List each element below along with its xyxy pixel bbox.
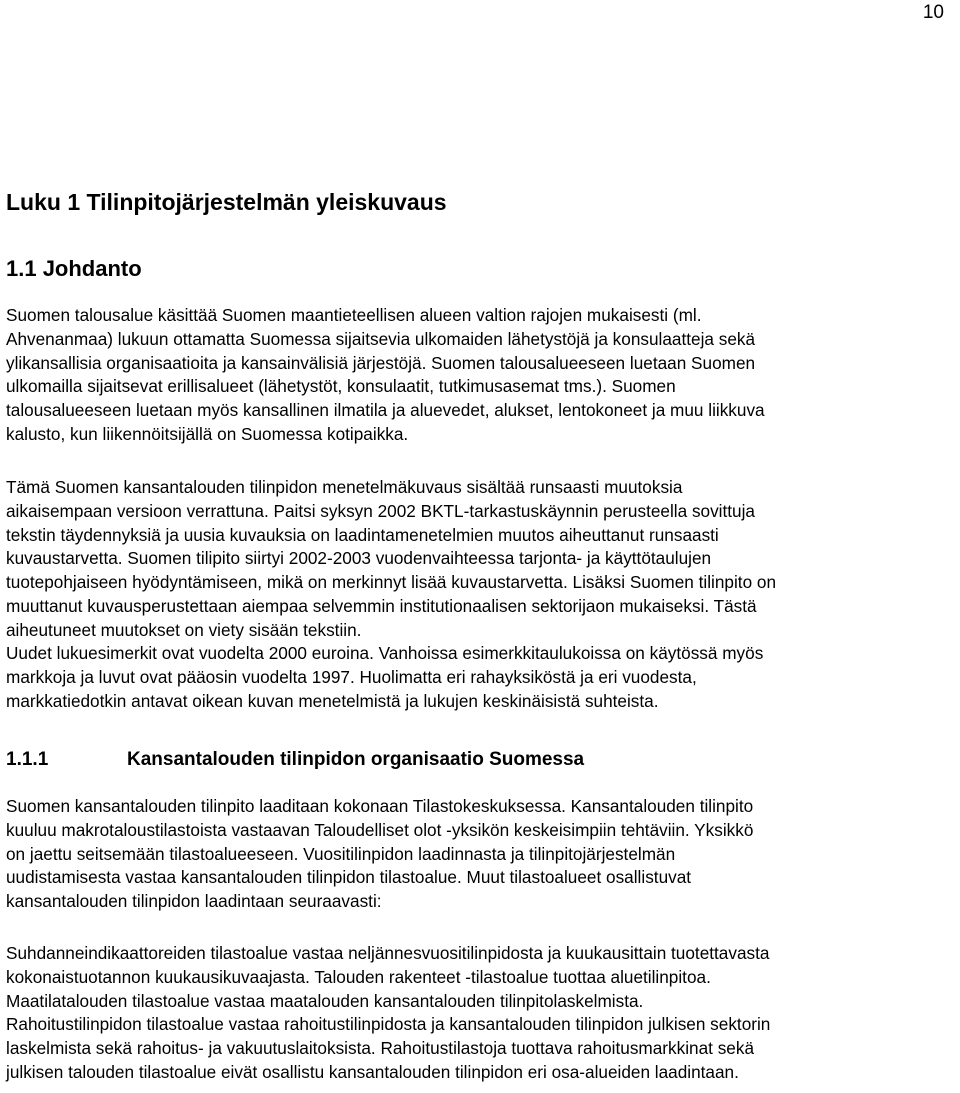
paragraph-changes (6, 476, 958, 714)
text-line: Tämä Suomen kansantalouden tilinpidon menetelmäkuvaus sisältää runsaasti muutoksia (6, 477, 683, 497)
text-line: Rahoitustilinpidon tilastoalue vastaa rahoitustilinpidosta ja kansantalouden tilinpidon julkisen sektorin (6, 1014, 771, 1035)
text-line: kalusto, kun liikennöitsijällä on Suomessa kotipaikka. (6, 423, 409, 444)
paragraph-organisation (6, 795, 958, 914)
text-line: ylikansallisia organisaatioita ja kansainvälisiä järjestöjä. Suomen talousalueeseen luetaan Suomen (6, 352, 756, 373)
text-line: on jaettu seitsemään tilastoalueeseen. Vuositilinpidon laadinnasta ja tilinpitojärjestelmän (6, 843, 676, 864)
text-line: Uudet lukuesimerkit ovat vuodelta 2000 euroina. Vanhoissa esimerkkitaulukoissa on käytössä myös (6, 643, 764, 664)
subsection-title: Kansantalouden tilinpidon organisaatio Suomessa (127, 749, 585, 770)
text-line: kansantalouden tilinpidon laadintaan seuraavasti: (6, 891, 382, 911)
text-line: ulkomailla sijaitsevat erillisalueet (lähetystöt, konsulaatit, tutkimusasemat tms.). Suomen (6, 376, 676, 397)
text-line: markkoja ja luvut ovat pääosin vuodelta 1997. Huolimatta eri rahayksiköstä ja eri vuodesta, (6, 667, 697, 687)
page-number: 10 (922, 2, 944, 23)
text-line: kuvaustarvetta. Suomen tilipito siirtyi 2002-2003 vuodenvaihteessa tarjonta- ja käyttötaulujen (6, 548, 712, 569)
paragraph-statistical-areas (6, 942, 958, 1085)
text-line: Suomen talousalue käsittää Suomen maantieteellisen alueen valtion rajojen mukaisesti (ml. (6, 305, 702, 325)
text-line: markkatiedotkin antavat oikean kuvan menetelmistä ja lukujen keskinäisistä suhteista. (6, 690, 659, 711)
text-line: Ahvenanmaa) lukuun ottamatta Suomessa sijaitsevia ulkomaiden lähetystöjä ja konsulaatteja sekä (6, 328, 756, 349)
text-line: Maatilatalouden tilastoalue vastaa maatalouden kansantalouden tilinpitolaskelmista. (6, 990, 644, 1011)
text-line: Suhdanneindikaattoreiden tilastoalue vastaa neljännesvuositilinpidosta ja kuukausittain tuotettavasta (6, 943, 770, 963)
text-line: aiheutuneet muutokset on viety sisään tekstiin. (6, 619, 362, 640)
text-line: uudistamisesta vastaa kansantalouden tilinpidon tilastoalue. Muut tilastoalueet osallistuvat (6, 867, 692, 888)
subsection-heading (6, 748, 584, 772)
text-line: aikaisempaan versioon verrattuna. Paitsi syksyn 2002 BKTL-tarkastuskäynnin perusteella sovittuja (6, 500, 755, 521)
text-line: laskelmista sekä rahoitus- ja vakuutuslaitoksista. Rahoitustilastoja tuottava rahoitusmarkkinat sekä (6, 1038, 755, 1058)
text-line: Suomen kansantalouden tilinpito laaditaan kokonaan Tilastokeskuksessa. Kansantalouden tilinpito (6, 796, 754, 816)
subsection-number: 1.1.1 (6, 749, 49, 770)
paragraph-intro (6, 304, 958, 447)
text-line: talousalueeseen luetaan myös kansallinen ilmatila ja aluevedet, alukset, lentokoneet ja muu liikkuva (6, 400, 765, 420)
chapter-title: Luku 1 Tilinpitojärjestelmän yleiskuvaus (6, 189, 447, 215)
text-line: kuuluu makrotaloustilastoista vastaavan Taloudelliset olot -yksikön keskeisimpiin tehtäviin. Yksikkö (6, 819, 754, 840)
text-line: tekstin täydennyksiä ja uusia kuvauksia on laadintamenetelmien muutos aiheuttanut runsaasti (6, 524, 719, 545)
text-line: kokonaistuotannon kuukausikuvaajasta. Talouden rakenteet -tilastoalue tuottaa aluetilinpitoa. (6, 966, 711, 987)
text-line: julkisen talouden tilastoalue eivät osallistu kansantalouden tilinpidon eri osa-alueiden laadintaan. (6, 1061, 739, 1082)
text-line: tuotepohjaiseen hyödyntämiseen, mikä on merkinnyt lisää kuvaustarvetta. Lisäksi Suomen tilinpito on (6, 572, 777, 592)
text-line: muuttanut kuvausperustettaan aiempaa selvemmin institutionaalisen sektorijaon mukaiseksi. Tästä (6, 595, 757, 616)
section-title: 1.1 Johdanto (6, 256, 142, 281)
